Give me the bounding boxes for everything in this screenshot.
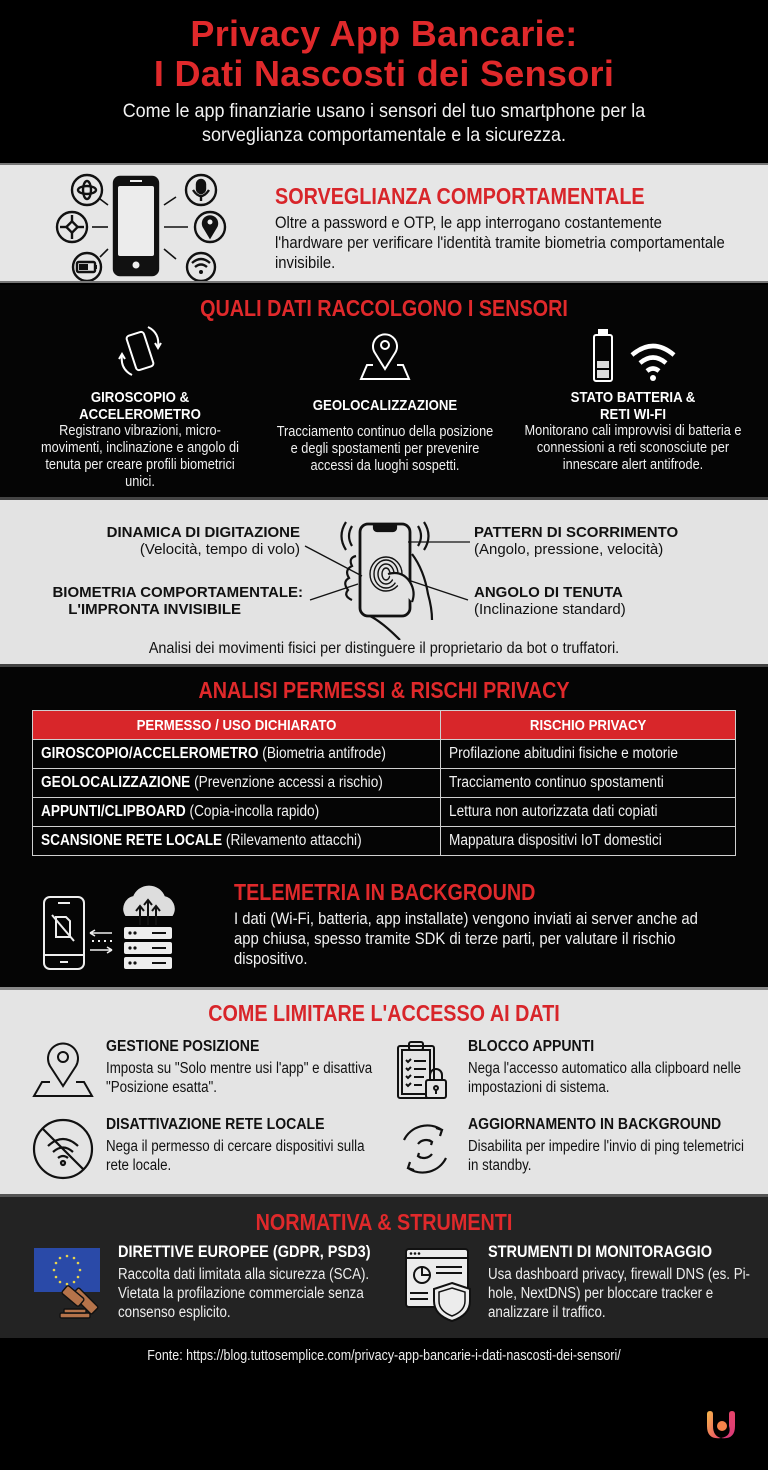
tip-local-network: DISATTIVAZIONE RETE LOCALE Nega il permesso di cercare dispositivi sulla rete locale. — [30, 1116, 400, 1186]
sensor-text: Registrano vibrazioni, micro-movimenti, inclinazione e angolo di tenuta per creare profili biometrici unici. — [41, 423, 239, 490]
sensor-title: STATO BATTERIA & — [570, 389, 696, 406]
page-title — [0, 0, 768, 94]
tip-background-refresh: AGGIORNAMENTO IN BACKGROUND Disabilita per impedire l'invio di ping telemetrici in standby. — [392, 1116, 762, 1186]
phone-cloud-server-illustration — [40, 875, 190, 975]
surveillance-section — [0, 163, 768, 283]
biometrics-section — [0, 497, 768, 667]
tip-location: GESTIONE POSIZIONE Imposta su "Solo mentre usi l'app" e disattiva "Posizione esatta". — [30, 1038, 400, 1108]
risk-cell: Profilazione abitudini fisiche e motorie — [441, 740, 736, 769]
location-pin-icon — [195, 212, 225, 242]
permissions-title: ANALISI PERMESSI & RISCHI PRIVACY — [198, 677, 570, 703]
sensor-text: Monitorano cali improvvisi di batteria e connessioni a reti sconosciute per innescare alert antifrode. — [524, 423, 742, 473]
permission-cell: GIROSCOPIO/ACCELEROMETRO (Biometria antifrode) — [33, 740, 441, 769]
column-header-risk: RISCHIO PRIVACY — [441, 711, 736, 740]
rotating-phone-icon — [110, 325, 170, 385]
table-row — [33, 827, 736, 856]
source-link[interactable]: Fonte: https://blog.tuttosemplice.com/privacy-app-bancarie-i-dati-nascosti-dei-sensori/ — [147, 1348, 621, 1364]
wifi-icon — [628, 335, 678, 385]
hand-phone-fingerprint-illustration — [300, 504, 470, 640]
sensor-title: GIROSCOPIO & — [90, 389, 190, 406]
regulation-item-eu: DIRETTIVE EUROPEE (GDPR, PSD3) Raccolta dati limitata alla sicurezza (SCA). Vietata la profilazione commerciale senza consenso esplicito. — [32, 1243, 392, 1333]
atom-sensor-icon — [72, 175, 102, 205]
battery-icon — [73, 253, 101, 281]
biometrics-footer: Analisi dei movimenti fisici per distinguere il proprietario da bot o truffatori. — [148, 640, 620, 657]
surveillance-title: SORVEGLIANZA COMPORTAMENTALE — [275, 183, 645, 209]
label-behavioral-biometrics: BIOMETRIA COMPORTAMENTALE: L'IMPRONTA INVISIBILE — [52, 584, 303, 618]
table-row — [33, 769, 736, 798]
microphone-icon — [186, 175, 216, 205]
phone-sensors-illustration — [50, 171, 230, 281]
sensor-column-gyroscope: GIROSCOPIO & ACCELEROMETRO Registrano vibrazioni, micro-movimenti, inclinazione e angolo di tenuta per creare profili biometrici unici. — [15, 325, 265, 491]
surveillance-text: Oltre a password e OTP, le app interrogano costantemente l'hardware per verificare l'identità tramite biometria comportamentale invisibile. — [275, 214, 725, 272]
footer — [0, 1338, 768, 1470]
limit-access-section — [0, 987, 768, 1194]
clipboard-lock-icon — [392, 1038, 458, 1104]
column-header-permission: PERMESSO / USO DICHIARATO — [33, 711, 441, 740]
map-pin-icon — [355, 325, 415, 385]
battery-icon — [588, 325, 618, 385]
sensor-text: Tracciamento continuo della posizione e degli spostamenti per prevenire accessi da luoghi sospetti. — [276, 424, 494, 474]
permissions-table — [32, 710, 736, 856]
regulation-title: NORMATIVA & STRUMENTI — [255, 1209, 513, 1235]
limit-title: COME LIMITARE L'ACCESSO AI DATI — [208, 1000, 560, 1026]
phone-icon — [44, 897, 84, 969]
telemetry-text: I dati (Wi-Fi, batteria, app installate) vengono inviati ai server anche ad app chiusa, spesso tramite SDK di terze parti, per valutare il rischio dispositivo. — [234, 910, 698, 968]
risk-cell: Lettura non autorizzata dati copiati — [441, 798, 736, 827]
table-row — [33, 740, 736, 769]
network-node-icon — [57, 212, 87, 242]
subtitle: Come le app finanziarie usano i sensori del tuo smartphone per la sorveglianza comportamentale e la sicurezza. — [122, 100, 646, 146]
permissions-section — [0, 667, 768, 867]
label-holding-angle: ANGOLO DI TENUTA (Inclinazione standard) — [474, 584, 626, 618]
sensor-title: GEOLOCALIZZAZIONE — [312, 397, 458, 414]
map-pin-icon — [30, 1038, 96, 1104]
permission-cell: GEOLOCALIZZAZIONE (Prevenzione accessi a rischio) — [33, 769, 441, 798]
sensor-column-geolocation — [260, 325, 510, 475]
regulation-section — [0, 1194, 768, 1338]
wifi-icon — [187, 253, 215, 281]
regulation-item-monitoring: STRUMENTI DI MONITORAGGIO Usa dashboard privacy, firewall DNS (es. Pi-hole, NextDNS) per bloccare tracker e analizzare il traffico. — [404, 1243, 764, 1333]
sensors-title: QUALI DATI RACCOLGONO I SENSORI — [200, 295, 568, 321]
brand-logo-icon — [703, 1408, 739, 1444]
refresh-cycle-icon — [392, 1116, 458, 1182]
dashboard-shield-icon — [404, 1243, 476, 1323]
phone-icon — [360, 524, 410, 616]
title-line-2: I Dati Nascosti dei Sensori — [153, 53, 615, 94]
title-line-1: Privacy App Bancarie: — [190, 13, 578, 54]
risk-cell: Mappatura dispositivi IoT domestici — [441, 827, 736, 856]
header — [0, 0, 768, 160]
label-typing-dynamics: DINAMICA DI DIGITAZIONE (Velocità, tempo di volo) — [106, 524, 300, 558]
telemetry-section — [0, 867, 768, 987]
permission-cell: SCANSIONE RETE LOCALE (Rilevamento attacchi) — [33, 827, 441, 856]
no-wifi-icon — [30, 1116, 96, 1182]
tip-clipboard: BLOCCO APPUNTI Nega l'accesso automatico alla clipboard nelle impostazioni di sistema. — [392, 1038, 762, 1108]
eu-flag-gavel-icon — [32, 1243, 112, 1323]
sensor-column-battery-wifi: STATO BATTERIA & RETI WI-FI Monitorano cali improvvisi di batteria e connessioni a reti sconosciute per innescare alert antifrode. — [508, 325, 758, 474]
risk-cell: Tracciamento continuo spostamenti — [441, 769, 736, 798]
telemetry-title: TELEMETRIA IN BACKGROUND — [234, 879, 536, 905]
permission-cell: APPUNTI/CLIPBOARD (Copia-incolla rapido) — [33, 798, 441, 827]
label-swipe-pattern: PATTERN DI SCORRIMENTO (Angolo, pressione, velocità) — [474, 524, 679, 558]
sensors-section — [0, 285, 768, 497]
table-header-row — [33, 711, 736, 740]
table-row — [33, 798, 736, 827]
